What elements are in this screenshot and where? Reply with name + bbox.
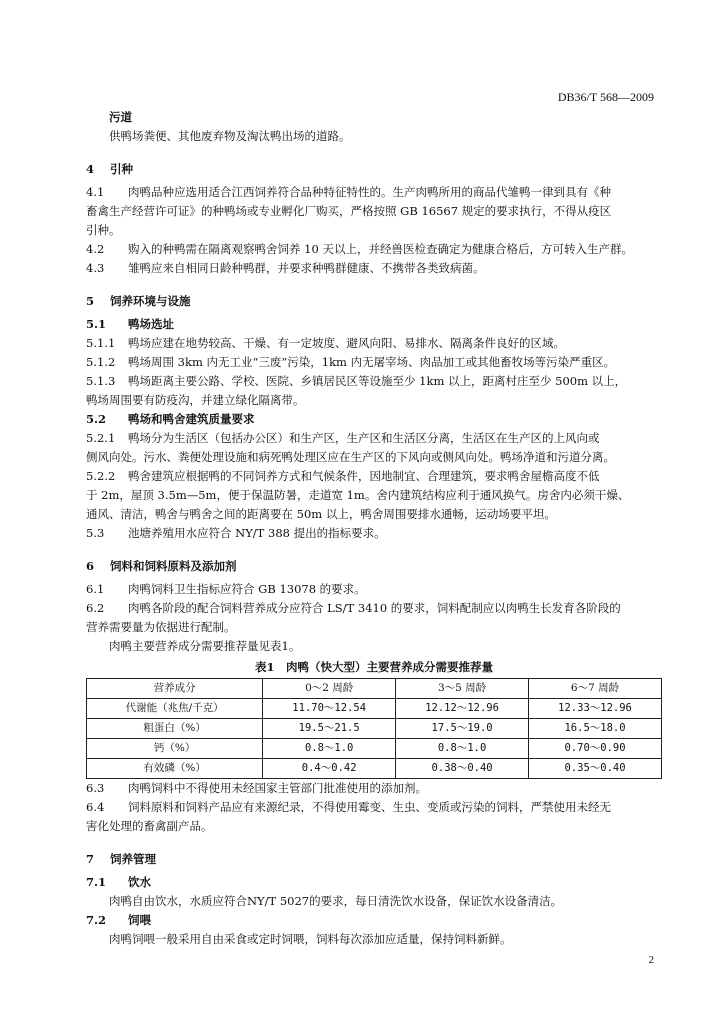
table-cell: 12.12～12.96: [396, 699, 529, 719]
clause-6-4-cont: 害化处理的畜禽副产品。: [86, 819, 213, 833]
clause-number: 5.1.2: [86, 355, 116, 369]
clause-4-1-cont: 畜禽生产经营许可证》的种鸭场或专业孵化厂购买，严格按照 GB 16567 规定的要求执行，不得从疫区: [86, 204, 612, 218]
table-cell: 0.35～0.40: [529, 759, 662, 779]
section-title: 饲养环境与设施: [110, 294, 191, 308]
section-number: 7: [86, 852, 95, 866]
table-caption: 表1 肉鸭（快大型）主要营养成分需要推荐量: [255, 660, 493, 674]
table-cell: 0.8～1.0: [263, 739, 396, 759]
clause-text: 购入的种鸭需在隔离观察鸭舍饲养 10 天以上，并经兽医检查确定为健康合格后，方可转入生产群。: [128, 242, 633, 256]
clause-number: 7.1: [86, 875, 107, 889]
table-cell: 12.33～12.96: [529, 699, 662, 719]
page-number: 2: [648, 954, 654, 966]
section-4-heading: [86, 160, 662, 179]
clause-4-1-cont: 引种。: [86, 223, 121, 237]
table-header-cell: 3～5 周龄: [396, 679, 529, 699]
clause-6-1: [86, 580, 662, 599]
document-body: [86, 108, 662, 949]
clause-5-2-2: [86, 467, 662, 486]
clause-5-3: [86, 524, 662, 543]
clause-5-2-heading: [86, 410, 662, 429]
nutrient-table: [86, 678, 662, 779]
clause-text: 肉鸭品种应选用适合江西饲养符合品种特征特性的。生产肉鸭所用的商品代雏鸭一律到具有《种: [128, 185, 611, 199]
table-cell: 19.5～21.5: [263, 719, 396, 739]
clause-number: 4.3: [86, 261, 105, 275]
clause-number: 5.2: [86, 412, 107, 426]
section-title: 饲料和饲料原料及添加剂: [110, 559, 237, 573]
clause-text: 鸭场分为生活区（包括办公区）和生产区，生产区和生活区分离，生活区在生产区的上风向或: [128, 431, 600, 445]
table-row: [87, 739, 662, 759]
term-title: 污道: [109, 110, 132, 124]
section-number: 4: [86, 162, 95, 176]
section-title: 饲养管理: [110, 852, 156, 866]
table-cell: 代谢能（兆焦/千克）: [87, 699, 263, 719]
clause-5-1-3: [86, 372, 662, 391]
clause-6-2: [86, 599, 662, 618]
clause-5-2-1-cont: 侧风向处。污水、粪便处理设施和病死鸭处理区应在生产区的下风向或侧风向处。鸭场净道和污道分离。: [86, 450, 615, 464]
clause-number: 4.1: [86, 185, 105, 199]
clause-text: 鸭场周围 3km 内无工业“三废”污染，1km 内无屠宰场、肉品加工或其他畜牧场等污染严重区。: [128, 355, 616, 369]
clause-number: 5.1.1: [86, 336, 116, 350]
table-cell: 17.5～19.0: [396, 719, 529, 739]
table-header-cell: 6～7 周龄: [529, 679, 662, 699]
section-number: 6: [86, 559, 95, 573]
table-header-cell: 0～2 周龄: [263, 679, 396, 699]
table-header-row: [87, 679, 662, 699]
clause-6-2-cont: 营养需要量为依据进行配制。: [86, 620, 236, 634]
table-row: [87, 699, 662, 719]
table-cell: 0.4～0.42: [263, 759, 396, 779]
clause-text: 池塘养殖用水应符合 NY/T 388 提出的指标要求。: [128, 526, 386, 540]
clause-number: 5.2.2: [86, 469, 116, 483]
term-definition: 供鸭场粪便、其他废弃物及淘汰鸭出场的道路。: [109, 129, 351, 143]
clause-number: 5.1: [86, 317, 107, 331]
section-7-heading: [86, 850, 662, 869]
section-5-heading: [86, 292, 662, 311]
table-cell: 0.38～0.40: [396, 759, 529, 779]
clause-text: 雏鸭应来自相同日龄种鸭群，并要求种鸭群健康、不携带各类致病菌。: [128, 261, 485, 275]
clause-7-2-heading: [86, 911, 662, 930]
clause-number: 6.2: [86, 601, 105, 615]
clause-5-1-2: [86, 353, 662, 372]
table-cell: 钙（%）: [87, 739, 263, 759]
table-cell: 0.70～0.90: [529, 739, 662, 759]
clause-number: 7.2: [86, 913, 107, 927]
clause-4-2: [86, 240, 662, 259]
clause-text: 鸭场距离主要公路、学校、医院、乡镇居民区等设施至少 1km 以上，距离村庄至少 500m 以上，: [128, 374, 627, 388]
clause-4-1: [86, 183, 662, 202]
clause-number: 5.2.1: [86, 431, 116, 445]
clause-title: 饲喂: [128, 913, 151, 927]
table-cell: 粗蛋白（%）: [87, 719, 263, 739]
table-cell: 16.5～18.0: [529, 719, 662, 739]
clause-5-1-3-cont: 鸭场周围要有防疫沟，并建立绿化隔离带。: [86, 393, 305, 407]
clause-number: 6.1: [86, 582, 105, 596]
clause-text: 肉鸭饲料中不得使用未经国家主管部门批准使用的添加剂。: [128, 781, 427, 795]
section-6-heading: [86, 557, 662, 576]
table-cell: 0.8～1.0: [396, 739, 529, 759]
clause-text: 鸭场应建在地势较高、干燥、有一定坡度、避风向阳、易排水、隔离条件良好的区域。: [128, 336, 565, 350]
standard-code: DB36/T 568—2009: [557, 90, 654, 104]
clause-7-2-text: 肉鸭饲喂一般采用自由采食或定时饲喂，饲料每次添加应适量，保持饲料新鲜。: [109, 932, 512, 946]
clause-6-4: [86, 798, 662, 817]
table-row: [87, 759, 662, 779]
clause-5-1-heading: [86, 315, 662, 334]
clause-number: 5.1.3: [86, 374, 116, 388]
table-cell: 11.70～12.54: [263, 699, 396, 719]
table-header-cell: 营养成分: [87, 679, 263, 699]
table-row: [87, 719, 662, 739]
clause-7-1-text: 肉鸭自由饮水，水质应符合NY/T 5027的要求，每日清洗饮水设备，保证饮水设备清洁。: [109, 894, 563, 908]
clause-5-2-2-cont: 于 2m，屋顶 3.5m—5m，便于保温防暑，走道宽 1m。舍内建筑结构应利于通风换气。房舍内必须干燥、: [86, 488, 630, 502]
clause-7-1-heading: [86, 873, 662, 892]
clause-number: 6.4: [86, 800, 105, 814]
clause-4-3: [86, 259, 662, 278]
clause-5-2-1: [86, 429, 662, 448]
clause-title: 饮水: [128, 875, 151, 889]
clause-text: 饲料原料和饲料产品应有来源纪录，不得使用霉变、生虫、变质或污染的饲料，严禁使用未经无: [128, 800, 611, 814]
clause-number: 6.3: [86, 781, 105, 795]
clause-number: 4.2: [86, 242, 105, 256]
clause-number: 5.3: [86, 526, 105, 540]
clause-title: 鸭场和鸭舍建筑质量要求: [128, 412, 255, 426]
clause-text: 肉鸭各阶段的配合饲料营养成分应符合 LS/T 3410 的要求，饲料配制应以肉鸭生长发育各阶段的: [128, 601, 621, 615]
section-number: 5: [86, 294, 95, 308]
clause-title: 鸭场选址: [128, 317, 174, 331]
section-title: 引种: [110, 162, 133, 176]
clause-5-2-2-cont: 通风、清洁，鸭舍与鸭舍之间的距离要在 50m 以上，鸭舍周围要排水通畅，运动场要平坦。: [86, 507, 556, 521]
clause-text: 鸭舍建筑应根据鸭的不同饲养方式和气候条件，因地制宜、合理建筑，要求鸭舍屋檐高度不低: [128, 469, 600, 483]
clause-5-1-1: [86, 334, 662, 353]
clause-text: 肉鸭饲料卫生指标应符合 GB 13078 的要求。: [128, 582, 366, 596]
clause-6-3: [86, 779, 662, 798]
table-cell: 有效磷（%）: [87, 759, 263, 779]
table-reference: 肉鸭主要营养成分需要推荐量见表1。: [109, 639, 301, 653]
